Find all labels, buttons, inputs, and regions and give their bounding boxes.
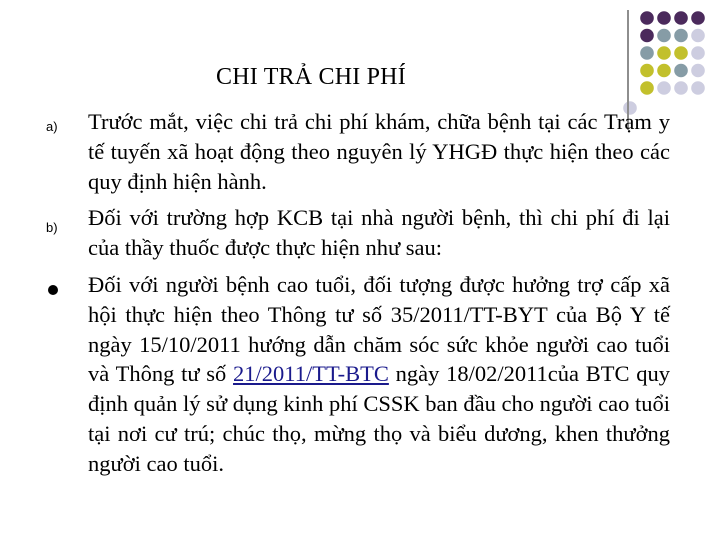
decorative-dot (640, 46, 654, 60)
decorative-dot (674, 29, 688, 43)
decorative-dot (691, 29, 705, 43)
list-item-b: Đối với trường hợp KCB tại nhà người bệnh, thì chi phí đi lại của thầy thuốc được thực hiện như sau: (88, 205, 670, 260)
decorative-dot (691, 81, 705, 95)
decorative-dot (691, 64, 705, 78)
list-item-bullet (88, 270, 670, 479)
decorative-dot (640, 81, 654, 95)
decorative-dot (657, 29, 671, 43)
circular-link[interactable]: 21/2011/TT-BTC (233, 361, 389, 387)
list-item-bullet-text-before: Đối với người bệnh cao tuổi, đối tượng được hưởng trợ cấp xã hội thực hiện theo Thông tư số 35/2011/TT-BYT của Bộ Y tế ngày 15/10/2011 hướng dẫn chăm sóc sức khỏe người cao tuổi và Thông tư số (88, 272, 670, 387)
decorative-dot (640, 29, 654, 43)
decorative-dot (691, 11, 705, 25)
slide-title: CHI TRẢ CHI PHÍ (216, 64, 406, 90)
list-marker-b: b) (46, 220, 58, 235)
decorative-dot (674, 64, 688, 78)
decorative-dot (640, 64, 654, 78)
decorative-dot (657, 46, 671, 60)
decorative-dot (691, 46, 705, 60)
decorative-dot (674, 81, 688, 95)
list-item-a: Trước mắt, việc chi trả chi phí khám, chữa bệnh tại các Trạm y tế tuyến xã hoạt động theo nguyên lý YHGĐ thực hiện theo các quy định hiện hành. (88, 109, 670, 194)
decorative-dot (674, 46, 688, 60)
decorative-dot (640, 11, 654, 25)
decorative-dot (657, 11, 671, 25)
list-marker-a: a) (46, 119, 58, 134)
list-item-bullet-text-after: ngày 18/02/2011của BTC quy định quản lý sử dụng kinh phí CSSK ban đầu cho người cao tuổi tại nơi cư trú; chúc thọ, mừng thọ và biểu dương, khen thưởng người cao tuổi. (88, 361, 671, 476)
bullet-icon (48, 285, 58, 295)
decorative-dot (657, 81, 671, 95)
decorative-dot (674, 11, 688, 25)
decorative-dot (657, 64, 671, 78)
